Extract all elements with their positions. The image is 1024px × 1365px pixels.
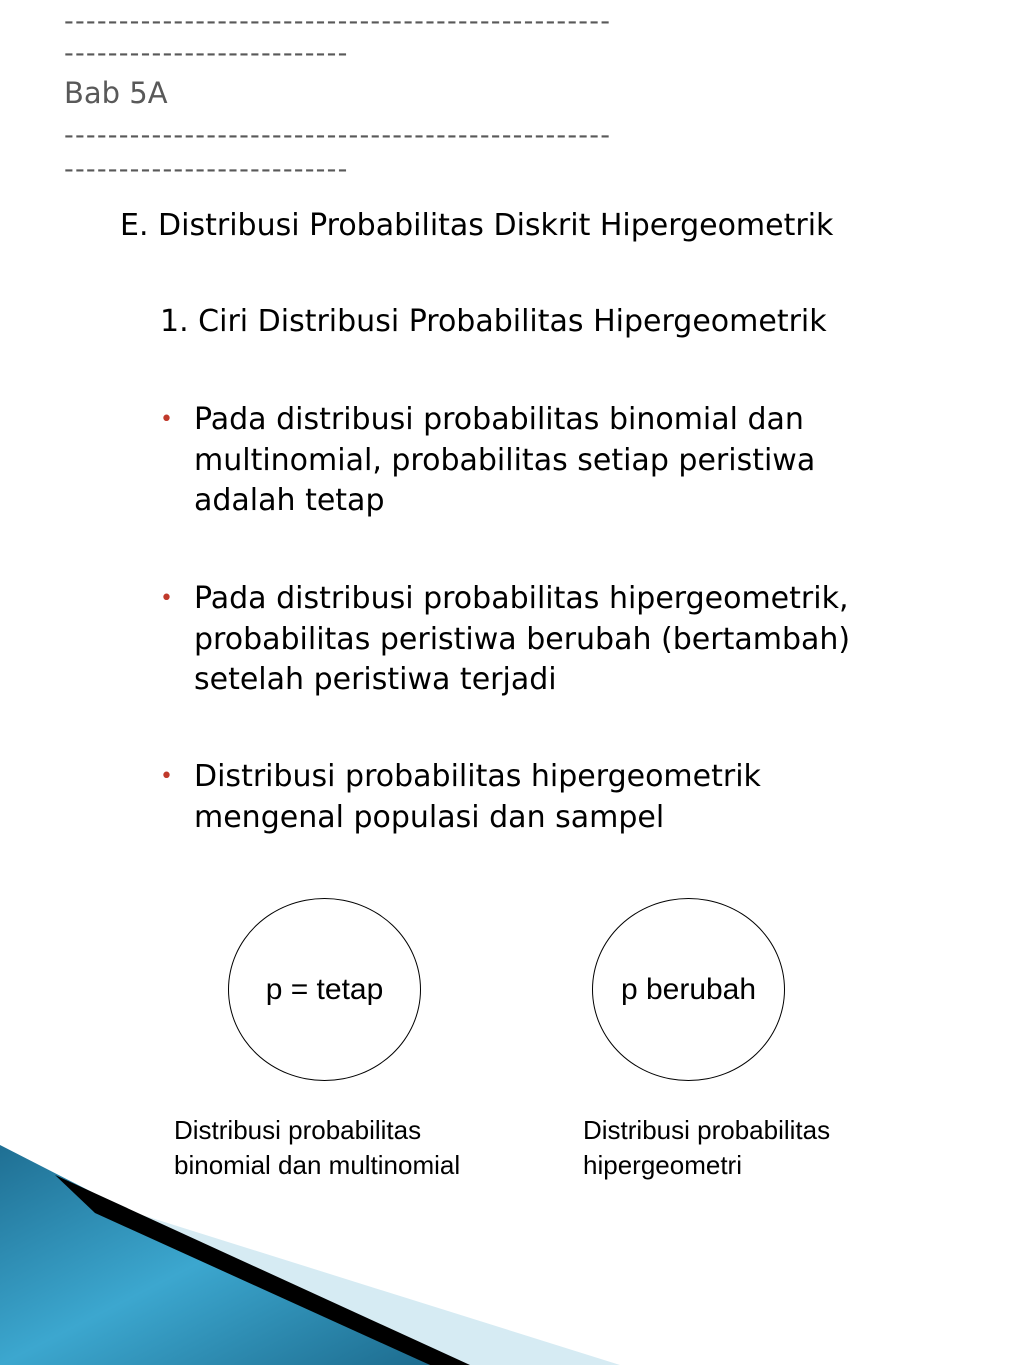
bullet-line: Pada distribusi probabilitas binomial dan bbox=[194, 402, 804, 437]
circle-p-tetap bbox=[228, 898, 421, 1081]
circle-p-berubah bbox=[592, 898, 785, 1081]
bullet-line: Pada distribusi probabilitas hipergeometrik, bbox=[194, 581, 849, 616]
bullet-line: multinomial, probabilitas setiap peristiwa bbox=[194, 442, 816, 478]
header-dash-line: -------------------------- bbox=[64, 154, 349, 185]
bullet-text bbox=[194, 579, 954, 701]
header-dash-line: -------------------------------------------------- bbox=[64, 6, 612, 37]
bullet-line: Distribusi probabilitas hipergeometrik bbox=[194, 759, 761, 794]
circle-label: p berubah bbox=[620, 972, 757, 1006]
caption-line: hipergeometri bbox=[583, 1150, 742, 1180]
caption-line: Distribusi probabilitas bbox=[583, 1115, 831, 1145]
bullet-icon: • bbox=[160, 407, 173, 432]
bullet-line: setelah peristiwa terjadi bbox=[194, 662, 557, 697]
section-title: E. Distribusi Probabilitas Diskrit Hipergeometrik bbox=[120, 208, 834, 243]
bullet-text bbox=[194, 400, 954, 522]
bullet-text bbox=[194, 757, 954, 838]
caption-hipergeometri bbox=[583, 1113, 830, 1183]
subsection-title: 1. Ciri Distribusi Probabilitas Hipergeometrik bbox=[160, 304, 827, 339]
header-dash-line: -------------------------------------------------- bbox=[64, 120, 612, 151]
chapter-title: Bab 5A bbox=[64, 76, 168, 110]
bullet-icon: • bbox=[160, 764, 173, 789]
bullet-line: mengenal populasi dan sampel bbox=[194, 799, 665, 835]
circle-label: p = tetap bbox=[265, 972, 384, 1006]
bullet-line: probabilitas peristiwa berubah (bertambah) bbox=[194, 621, 851, 657]
caption-line: Distribusi probabilitas bbox=[174, 1115, 422, 1145]
caption-line: binomial dan multinomial bbox=[174, 1150, 461, 1180]
header-dash-line: -------------------------- bbox=[64, 38, 349, 69]
corner-decoration bbox=[0, 1145, 620, 1365]
bullet-line: adalah tetap bbox=[194, 483, 385, 518]
bullet-icon: • bbox=[160, 586, 173, 611]
